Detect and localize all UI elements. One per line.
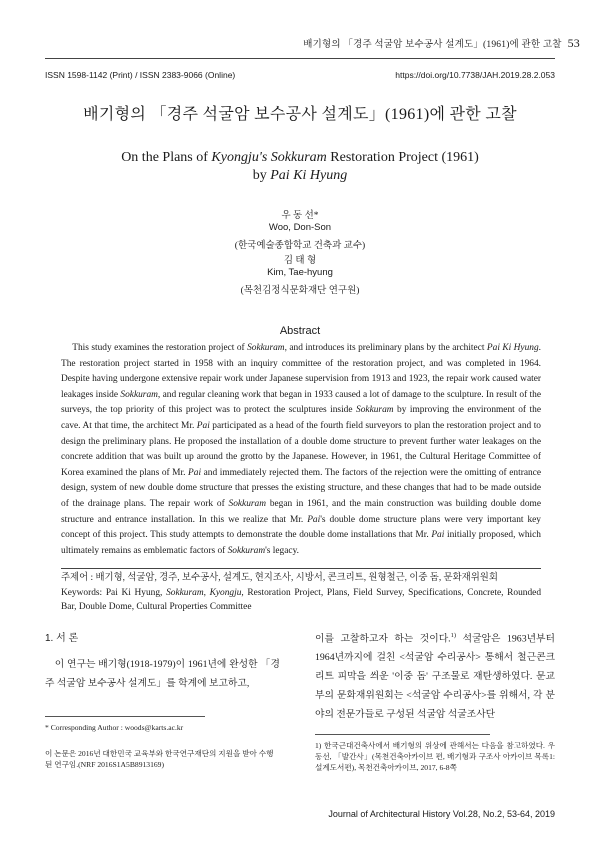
title-korean: 배기형의 「경주 석굴암 보수공사 설계도」(1961)에 관한 고찰 xyxy=(83,106,517,123)
page-number: 53 xyxy=(567,36,580,50)
footnote-rule-left xyxy=(45,716,205,717)
running-header xyxy=(303,36,580,51)
doi-link[interactable]: https://doi.org/10.7738/JAH.2019.28.2.053 xyxy=(395,70,555,80)
corresponding-author: * Corresponding Author : woods@karts.ac.kr xyxy=(45,723,184,732)
author-1-name-en: Woo, Don-Son xyxy=(268,222,332,233)
author-2-name-en: Kim, Tae-hyung xyxy=(267,267,333,278)
issn: ISSN 1598-1142 (Print) / ISSN 2383-9066 (Online) xyxy=(45,70,236,80)
author-1-name-ko: 우 동 선* xyxy=(281,211,319,221)
keywords-rule xyxy=(61,568,541,569)
author-1-affiliation: (한국예술종합학교 건축과 교수) xyxy=(234,241,366,251)
right-column-text: 이를 고찰하고자 하는 것이다.$^{1)}$ 석굴암은 1963년부터 1964년까지에 걸친 <석굴암 수리공사> 통해서 철근콘크리트 피막을 씌운 '이중 돔' 구조물로 재탄생하였다. 문교부의 문화재위원회는 <석굴암 수리공사>를 위해서, 각 분야의 전문가들로 구성된 석굴암 석굴조사단 xyxy=(315,632,555,721)
keywords-english: Keywords: Pai Ki Hyung, Sokkuram, Kyongju, Restoration Project, Plans, Field Survey, Specifications, Concrete, Rounded Bar, Double Dome, Cultural Properties Committee xyxy=(61,588,542,612)
title-english-line1: On the Plans of Kyongju's Sokkuram Restoration Project (1961) xyxy=(121,150,479,165)
header-rule xyxy=(45,58,555,59)
author-2-name-ko: 김 태 형 xyxy=(283,256,317,266)
funding-note: 이 논문은 2016년 대한민국 교육부와 한국연구재단의 지원을 받아 수행된 연구임.(NRF 2016S1A5B8913169) xyxy=(45,749,274,769)
running-title: 배기형의 「경주 석굴암 보수공사 설계도」(1961)에 관한 고찰 xyxy=(303,40,562,50)
journal-footer: Journal of Architectural History Vol.28, No.2, 53-64, 2019 xyxy=(328,809,555,819)
section-heading-intro: 1. 서 론 xyxy=(45,633,79,644)
footnote-rule-right xyxy=(315,734,490,735)
left-column-text: 이 연구는 배기형(1918-1979)이 1961년에 완성한 「경주 석굴암 보수공사 설계도」를 학계에 보고하고, xyxy=(45,659,280,689)
title-english-line2: by Pai Ki Hyung xyxy=(252,168,348,183)
footnote-ref[interactable]: 1) xyxy=(450,632,457,639)
abstract-heading: Abstract xyxy=(279,325,321,337)
abstract-body: This study examines the restoration project of Sokkuram, and introduces its preliminary plans by the architect Pai Ki Hyung. The restoration project started in 1958 with an inquiry committee of the restoration project, and was completed in 1964. Despite having undergone extensive repair work under Japanese supervision from 1913 and 1923, the repair work caused water leakages inside Sokkuram, and regular cleaning work that began in 1933 caused a lot of damage to the sculpture. In result of the surveys, the top priority of this project was to protect the sculptures inside Sokkuram by improving the environment of the cave. At that time, the architect Mr. Pai participated as a head of the fourth field surveyors to plan the restoration project and to design the preliminary plans. He proposed the installation of a double dome structure to prevent further water leakages on the concrete addition that was built up around the grotto by the Japanese. However, in 1961, the Cultural Heritage Committee of Korea examined the plans of Mr. Pai and immediately rejected them. The factors of the rejection were the omitting of entrance design, system of new double dome structure that presses the existing structure, and these changes that had to be made outside of the drainage plans. The repair work of Sokkuram began in 1961, and the main construction was building double dome structure and entrance installation. In this we realize that Mr. Pai's double dome structure plans were very important key concept of this project. This study attempts to demonstrate the double dome installations that Mr. Pai initially proposed, which ultimately remains as emblematic factors of Sokkuram's legacy. xyxy=(61,343,542,556)
footnote-1: 1) 한국근대건축사에서 배기형의 위상에 관해서는 다음을 참고하였다. 우동선, 「발간사」(목천건축아카이브 편, 배기형과 구조사 아카이브 목록1: 설계도서편), 목천건축아카이브, 2017, 6-8쪽 xyxy=(315,741,555,772)
author-2-affiliation: (목천김정식문화재단 연구원) xyxy=(240,286,360,296)
keywords-korean: 주제어 : 배기형, 석굴암, 경주, 보수공사, 설계도, 현지조사, 시방서, 콘크리트, 원형철근, 이중 돔, 문화재위원회 xyxy=(61,573,498,583)
